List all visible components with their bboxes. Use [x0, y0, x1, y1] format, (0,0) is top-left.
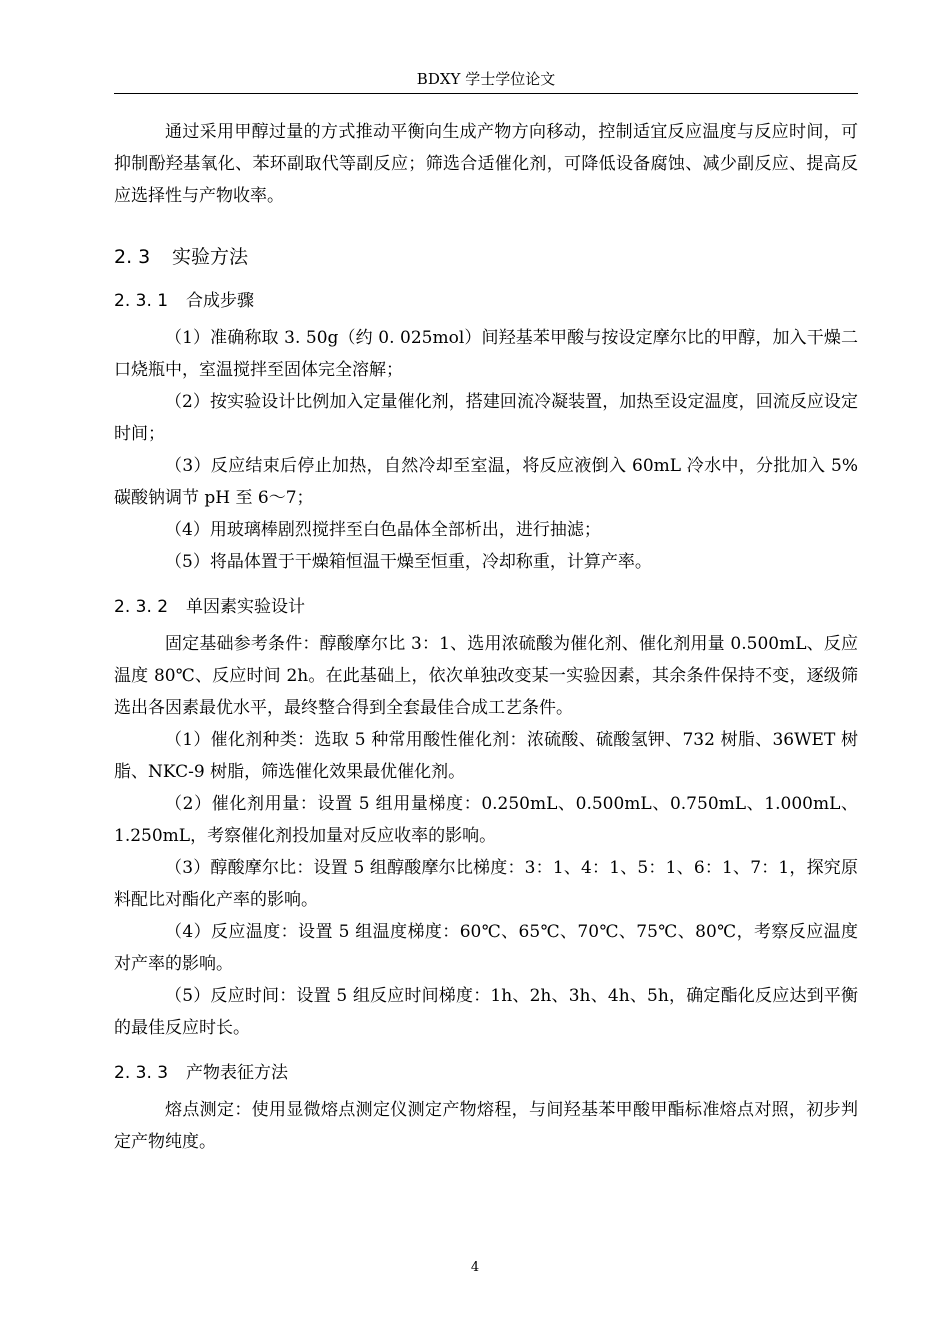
running-header	[114, 66, 858, 92]
section-2-3-1-heading	[114, 286, 858, 316]
section-2-3-2-heading	[114, 592, 858, 622]
design-item: （3）醇酸摩尔比：设置 5 组醇酸摩尔比梯度：3：1、4：1、5：1、6：1、7：1，探究原料配比对酯化产率的影响。	[114, 858, 858, 910]
synthesis-step: （2）按实验设计比例加入定量催化剂，搭建回流冷凝装置，加热至设定温度，回流反应设定时间；	[114, 392, 858, 444]
header-title: BDXY 学士学位论文	[416, 70, 556, 88]
design-intro-paragraph: 固定基础参考条件：醇酸摩尔比 3：1、选用浓硫酸为催化剂、催化剂用量 0.500mL、反应温度 80℃、反应时间 2h。在此基础上，依次单独改变某一实验因素，其余条件保持不变，逐级筛选出各因素最优水平，最终整合得到全套最佳合成工艺条件。	[114, 634, 858, 718]
design-item: （2）催化剂用量：设置 5 组用量梯度：0.250mL、0.500mL、0.750mL、1.000mL、1.250mL，考察催化剂投加量对反应收率的影响。	[114, 794, 858, 846]
synthesis-step: （3）反应结束后停止加热，自然冷却至室温，将反应液倒入 60mL 冷水中，分批加入 5%碳酸钠调节 pH 至 6～7；	[114, 456, 858, 508]
design-item: （4）反应温度：设置 5 组温度梯度：60℃、65℃、70℃、75℃、80℃，考察反应温度对产率的影响。	[114, 922, 858, 974]
section-title: 实验方法	[172, 246, 249, 268]
subsection-title: 合成步骤	[186, 291, 254, 311]
page-body	[114, 116, 858, 1158]
synthesis-step: （4）用玻璃棒剧烈搅拌至白色晶体全部析出，进行抽滤；	[165, 520, 601, 540]
design-item: （5）反应时间：设置 5 组反应时间梯度：1h、2h、3h、4h、5h，确定酯化反应达到平衡的最佳反应时长。	[114, 986, 858, 1038]
subsection-number: 2. 3. 2	[114, 597, 169, 617]
section-2-3-heading	[114, 242, 858, 272]
header-rule	[114, 93, 858, 94]
synthesis-step: （5）将晶体置于干燥箱恒温干燥至恒重，冷却称重，计算产率。	[165, 552, 652, 572]
subsection-title: 产物表征方法	[186, 1063, 288, 1083]
section-number: 2. 3	[114, 246, 151, 268]
subsection-number: 2. 3. 3	[114, 1063, 169, 1083]
subsection-number: 2. 3. 1	[114, 291, 169, 311]
section-2-3-3-heading	[114, 1058, 858, 1088]
page-number: 4	[470, 1260, 480, 1275]
characterization-paragraph: 熔点测定：使用显微熔点测定仪测定产物熔程，与间羟基苯甲酸甲酯标准熔点对照，初步判定产物纯度。	[114, 1100, 858, 1152]
page-footer	[0, 1258, 950, 1278]
synthesis-step: （1）准确称取 3. 50g（约 0. 025mol）间羟基苯甲酸与按设定摩尔比的甲醇，加入干燥二口烧瓶中，室温搅拌至固体完全溶解；	[114, 328, 858, 380]
design-item: （1）催化剂种类：选取 5 种常用酸性催化剂：浓硫酸、硫酸氢钾、732 树脂、36WET 树脂、NKC-9 树脂，筛选催化效果最优催化剂。	[114, 730, 858, 782]
subsection-title: 单因素实验设计	[186, 597, 305, 617]
intro-paragraph: 通过采用甲醇过量的方式推动平衡向生成产物方向移动，控制适宜反应温度与反应时间，可抑制酚羟基氧化、苯环副取代等副反应；筛选合适催化剂，可降低设备腐蚀、减少副反应、提高反应选择性与产物收率。	[114, 122, 858, 206]
